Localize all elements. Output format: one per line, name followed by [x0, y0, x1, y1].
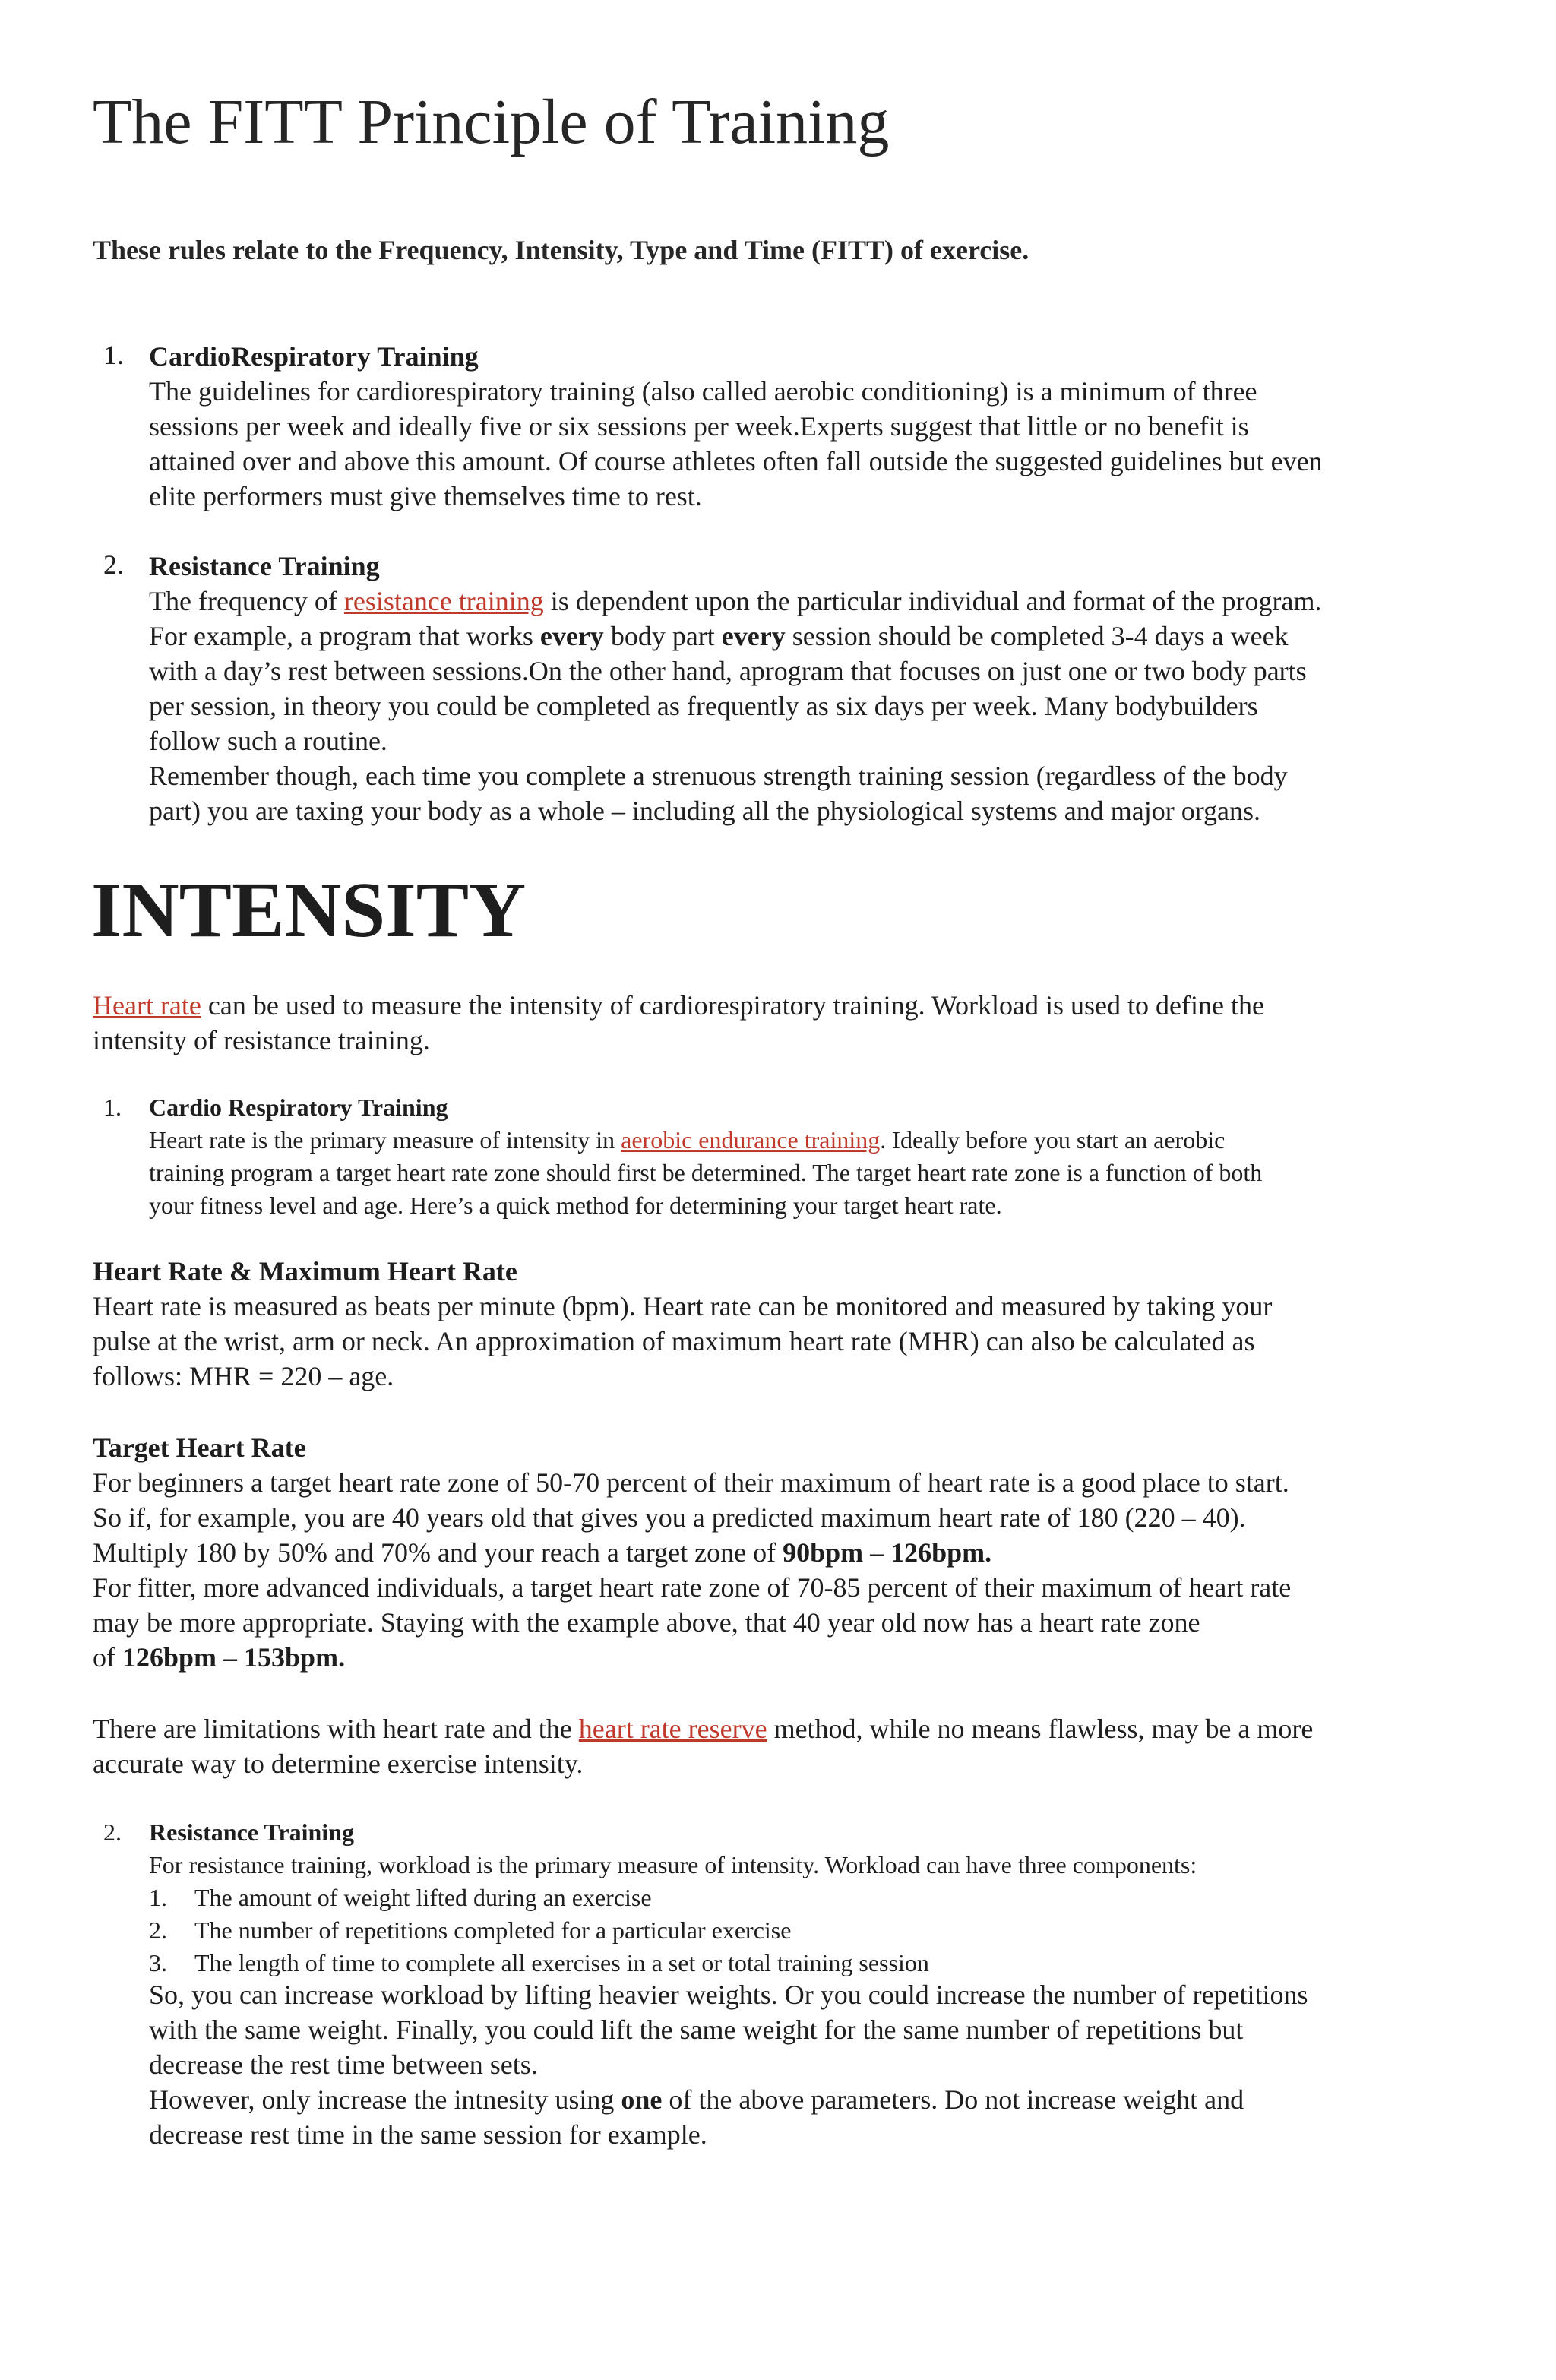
paragraph-line: For resistance training, workload is the primary measure of intensity. Workload can have three components:: [149, 1851, 1197, 1878]
list-number: 2.: [103, 1818, 122, 1846]
paragraph-line: There are limitations with heart rate and the heart rate reserve method, while no means flawless, may be a more: [93, 1714, 1314, 1744]
freq-resistance-section: [149, 549, 1321, 828]
paragraph-line: decrease rest time in the same session for example.: [149, 2119, 707, 2150]
resistance-training-link[interactable]: resistance training: [343, 586, 544, 616]
freq-resistance-heading: Resistance Training: [149, 551, 380, 581]
list-number: 2.: [103, 549, 124, 580]
paragraph-line: with a day’s rest between sessions.On the other hand, aprogram that focuses on just one or two body parts: [149, 656, 1307, 686]
freq-cardio-heading: CardioRespiratory Training: [149, 341, 479, 372]
page-subtitle: These rules relate to the Frequency, Intensity, Type and Time (FITT) of exercise.: [93, 235, 1029, 265]
freq-cardio-section: [149, 339, 1323, 514]
paragraph-line: attained over and above this amount. Of course athletes often fall outside the suggested guidelines but even: [149, 446, 1323, 476]
limitations-paragraph: [93, 1711, 1313, 1781]
intensity-heading: INTENSITY: [91, 866, 527, 954]
target-heart-rate-section: [93, 1430, 1291, 1675]
page-title: The FITT Principle of Training: [93, 87, 890, 157]
paragraph-line: sessions per week and ideally five or six sessions per week.Experts suggest that little or no benefit is: [149, 411, 1249, 442]
list-number: 1.: [103, 340, 124, 370]
paragraph-line: For beginners a target heart rate zone of 50-70 percent of their maximum of heart rate is a good place to start.: [93, 1467, 1289, 1498]
workload-paragraph: [149, 1977, 1308, 2152]
int-cardio-section: [149, 1091, 1262, 1222]
paragraph-line: The frequency of resistance training is dependent upon the particular individual and format of the program.: [149, 586, 1322, 616]
heart-rate-link[interactable]: Heart rate: [93, 990, 201, 1021]
paragraph-line: part) you are taxing your body as a whole – including all the physiological systems and major organs.: [149, 796, 1261, 826]
paragraph-line: follows: MHR = 220 – age.: [93, 1361, 394, 1391]
int-cardio-heading: Cardio Respiratory Training: [149, 1093, 448, 1121]
paragraph-line: pulse at the wrist, arm or neck. An approximation of maximum heart rate (MHR) can also be calculated as: [93, 1326, 1255, 1356]
list-item: 2. The number of repetitions completed for a particular exercise: [149, 1916, 792, 1944]
paragraph-line: So if, for example, you are 40 years old that gives you a predicted maximum heart rate of 180 (220 – 40).: [93, 1502, 1246, 1533]
paragraph-line: Heart rate can be used to measure the intensity of cardiorespiratory training. Workload is used to define the: [93, 990, 1264, 1021]
heart-rate-section: [93, 1254, 1272, 1394]
paragraph-line: Multiply 180 by 50% and 70% and your reach a target zone of 90bpm – 126bpm.: [93, 1537, 992, 1568]
paragraph-line: may be more appropriate. Staying with the example above, that 40 year old now has a heart rate zone: [93, 1607, 1200, 1638]
heart-rate-heading: Heart Rate & Maximum Heart Rate: [93, 1256, 517, 1287]
list-number: 1.: [103, 1093, 122, 1121]
list-item: 3. The length of time to complete all exercises in a set or total training session: [149, 1949, 929, 1976]
paragraph-line: Heart rate is the primary measure of intensity in aerobic endurance training. Ideally before you start an aerobic: [149, 1126, 1226, 1154]
list-item: 1. The amount of weight lifted during an exercise: [149, 1884, 652, 1911]
aerobic-endurance-training-link[interactable]: aerobic endurance training: [621, 1126, 881, 1154]
paragraph-line: training program a target heart rate zone should first be determined. The target heart rate zone is a function of both: [149, 1159, 1263, 1186]
int-resistance-section: [149, 1816, 1197, 1980]
paragraph-line: your fitness level and age. Here’s a quick method for determining your target heart rate.: [149, 1192, 1002, 1219]
paragraph-line: However, only increase the intnesity using one of the above parameters. Do not increase weight and: [149, 2084, 1244, 2115]
target-heart-rate-heading: Target Heart Rate: [93, 1432, 306, 1463]
heart-rate-reserve-link[interactable]: heart rate reserve: [578, 1714, 767, 1744]
paragraph-line: per session, in theory you could be completed as frequently as six days per week. Many bodybuilders: [149, 691, 1258, 721]
paragraph-line: with the same weight. Finally, you could lift the same weight for the same number of repetitions but: [149, 2014, 1244, 2045]
paragraph-line: accurate way to determine exercise intensity.: [93, 1749, 584, 1779]
paragraph-line: of 126bpm – 153bpm.: [93, 1642, 346, 1673]
paragraph-line: elite performers must give themselves time to rest.: [149, 481, 702, 511]
paragraph-line: For fitter, more advanced individuals, a target heart rate zone of 70-85 percent of their maximum of heart rate: [93, 1572, 1292, 1603]
intensity-intro: [93, 988, 1264, 1058]
paragraph-line: follow such a routine.: [149, 726, 387, 756]
paragraph-line: For example, a program that works every body part every session should be completed 3-4 days a week: [149, 621, 1289, 651]
paragraph-line: So, you can increase workload by lifting heavier weights. Or you could increase the number of repetitions: [149, 1980, 1308, 2010]
int-resistance-heading: Resistance Training: [149, 1818, 354, 1846]
paragraph-line: Heart rate is measured as beats per minute (bpm). Heart rate can be monitored and measured by taking your: [93, 1291, 1273, 1321]
paragraph-line: intensity of resistance training.: [93, 1025, 430, 1055]
paragraph-line: Remember though, each time you complete a strenuous strength training session (regardless of the body: [149, 761, 1288, 791]
paragraph-line: decrease the rest time between sets.: [149, 2049, 538, 2080]
paragraph-line: The guidelines for cardiorespiratory training (also called aerobic conditioning) is a minimum of three: [149, 376, 1257, 407]
